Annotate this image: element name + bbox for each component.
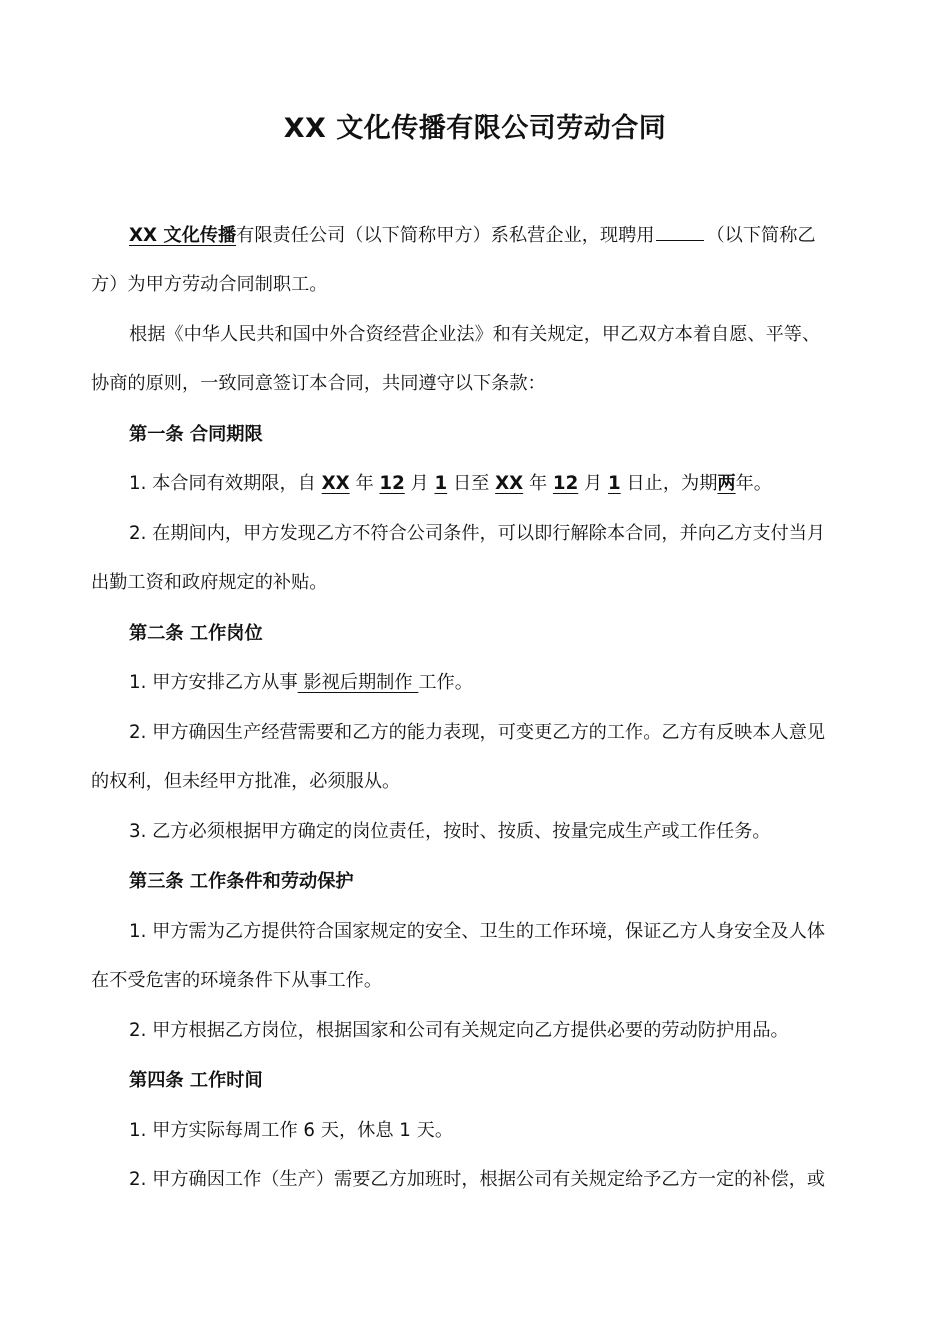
article-4-heading: 第四条 工作时间 (129, 1070, 263, 1091)
article-4-item-1: 1. 甲方实际每周工作 6 天，休息 1 天。 (129, 1120, 454, 1141)
term-text: 年 (523, 473, 553, 494)
basis-line-2: 协商的原则，一致同意签订本合同，共同遵守以下条款： (91, 373, 546, 394)
contract-duration: 两 (717, 473, 736, 494)
term-text: 年 (349, 473, 380, 494)
article-3-item-1-line-2: 在不受危害的环境条件下从事工作。 (91, 970, 383, 991)
end-year: XX (495, 473, 524, 494)
company-name: XX 文化传播 (129, 225, 237, 246)
employee-name-blank[interactable] (656, 222, 704, 241)
intro-text-tail: （以下简称乙 (706, 225, 816, 246)
job-text: 工作。 (418, 672, 473, 693)
job-position: 影视后期制作 (297, 672, 419, 693)
end-day: 1 (608, 473, 621, 494)
intro-text: 有限责任公司（以下简称甲方）系私营企业，现聘用 (236, 225, 655, 246)
article-2-item-2-line-1: 2. 甲方确因生产经营需要和乙方的能力表现，可变更乙方的工作。乙方有反映本人意见 (129, 722, 826, 743)
end-month: 12 (552, 473, 579, 494)
job-text: 1. 甲方安排乙方从事 (129, 672, 298, 693)
intro-line-2: 方）为甲方劳动合同制职工。 (91, 274, 328, 295)
basis-line-1: 根据《中华人民共和国中外合资经营企业法》和有关规定，甲乙双方本着自愿、平等、 (129, 324, 821, 345)
article-1-item-1 (129, 471, 772, 497)
term-text: 1. 本合同有效期限，自 (129, 473, 322, 494)
article-2-item-2-line-2: 的权利，但未经甲方批准，必须服从。 (91, 771, 401, 792)
article-3-heading: 第三条 工作条件和劳动保护 (129, 871, 354, 892)
term-text: 日至 (447, 473, 496, 494)
article-1-item-2-line-1: 2. 在期间内，甲方发现乙方不符合公司条件，可以即行解除本合同，并向乙方支付当月 (129, 523, 826, 544)
article-2-heading: 第二条 工作岗位 (129, 623, 263, 644)
document-title: XX 文化传播有限公司劳动合同 (283, 113, 667, 144)
intro-line-1 (129, 222, 816, 249)
article-2-item-3: 3. 乙方必须根据甲方确定的岗位责任，按时、按质、按量完成生产或工作任务。 (129, 821, 771, 842)
term-text: 月 (404, 473, 435, 494)
term-text: 年。 (735, 473, 772, 494)
article-3-item-1-line-1: 1. 甲方需为乙方提供符合国家规定的安全、卫生的工作环境，保证乙方人身安全及人体 (129, 921, 826, 942)
term-text: 月 (578, 473, 608, 494)
term-text: 日止，为期 (620, 473, 718, 494)
start-year: XX (321, 473, 350, 494)
article-2-item-1 (129, 670, 473, 696)
article-1-item-2-line-2: 出勤工资和政府规定的补贴。 (91, 572, 328, 593)
article-3-item-2: 2. 甲方根据乙方岗位，根据国家和公司有关规定向乙方提供必要的劳动防护用品。 (129, 1020, 789, 1041)
start-month: 12 (379, 473, 405, 494)
article-4-item-2-line-1: 2. 甲方确因工作（生产）需要乙方加班时，根据公司有关规定给予乙方一定的补偿，或 (129, 1169, 826, 1190)
start-day: 1 (434, 473, 448, 494)
article-1-heading: 第一条 合同期限 (129, 424, 263, 445)
